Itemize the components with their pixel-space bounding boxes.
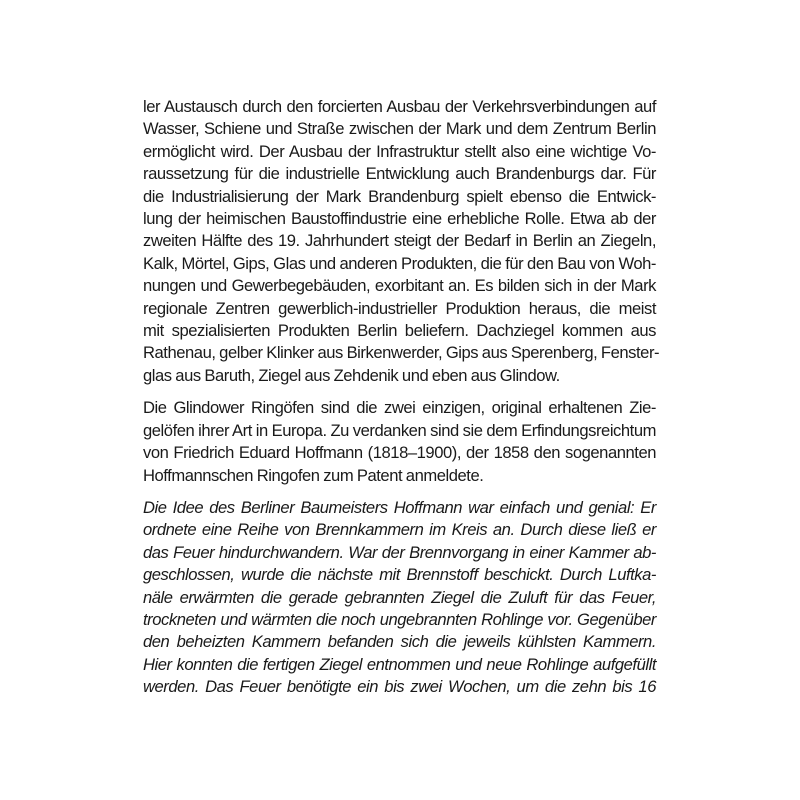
text-line: regionale Zentren gewerblich-industrieller Produktion heraus, die meist [143, 298, 656, 318]
text-line: ler Austausch durch den forcierten Ausbau der Verkehrsverbindungen auf [143, 97, 656, 116]
text-line: mit spezialisierten Produkten Berlin beliefern. Dachziegel kommen aus [143, 321, 656, 341]
text-line: das Feuer hindurchwandern. War der Brennvorgang in einer Kammer ab- [143, 542, 656, 562]
text-line: den beheizten Kammern befanden sich die jeweils kühlsten Kammern. [143, 632, 656, 652]
paragraph-ringoefen [143, 397, 656, 487]
text-line: Die Glindower Ringöfen sind die zwei einzigen, original erhaltenen Zie- [143, 398, 656, 418]
text-line: Hoffmannschen Ringofen zum Patent anmeldete. [143, 465, 484, 485]
text-line: raussetzung für die industrielle Entwicklung auch Brandenburgs dar. Für [143, 164, 656, 184]
text-line: geschlossen, wurde die nächste mit Brennstoff beschickt. Durch Luftka- [143, 565, 656, 585]
text-line: zweiten Hälfte des 19. Jahrhundert steigt der Bedarf in Berlin an Ziegeln, [143, 231, 656, 251]
text-line: gelöfen ihrer Art in Europa. Zu verdanken sind sie dem Erfindungsreichtum [143, 420, 656, 440]
text-line: glas aus Baruth, Ziegel aus Zehdenik und eben aus Glindow. [143, 365, 560, 385]
text-line: Die Idee des Berliner Baumeisters Hoffmann war einfach und genial: Er [143, 497, 656, 517]
text-line: werden. Das Feuer benötigte ein bis zwei Wochen, um die zehn bis 16 [143, 677, 656, 697]
text-line: trockneten und wärmten die noch ungebrannten Rohlinge vor. Gegenüber [143, 609, 656, 629]
paragraph-hoffmann-idea [143, 497, 656, 699]
text-line: ordnete eine Reihe von Brennkammern im Kreis an. Durch diese ließ er [143, 520, 656, 540]
text-line: näle erwärmten die gerade gebrannten Ziegel die Zuluft für das Feuer, [143, 587, 656, 607]
text-line: Kalk, Mörtel, Gips, Glas und anderen Produkten, die für den Bau von Woh- [143, 253, 656, 273]
text-line: nungen und Gewerbegebäuden, exorbitant an. Es bilden sich in der Mark [143, 276, 656, 296]
text-line: lung der heimischen Baustoffindustrie eine erhebliche Rolle. Etwa ab der [143, 209, 656, 229]
text-line: von Friedrich Eduard Hoffmann (1818–1900), der 1858 den sogenannten [143, 443, 656, 463]
text-line: die Industrialisierung der Mark Brandenburg spielt ebenso die Entwick- [143, 186, 656, 206]
text-line: Rathenau, gelber Klinker aus Birkenwerder, Gips aus Sperenberg, Fenster- [143, 343, 660, 363]
text-line: Wasser, Schiene und Straße zwischen der Mark und dem Zentrum Berlin [143, 119, 656, 139]
document-page [143, 96, 660, 709]
text-line: Hier konnten die fertigen Ziegel entnommen und neue Rohlinge aufgefüllt [143, 654, 656, 674]
paragraph-infrastructure [143, 96, 660, 387]
text-line: ermöglicht wird. Der Ausbau der Infrastruktur stellt also eine wichtige Vo- [143, 141, 656, 161]
